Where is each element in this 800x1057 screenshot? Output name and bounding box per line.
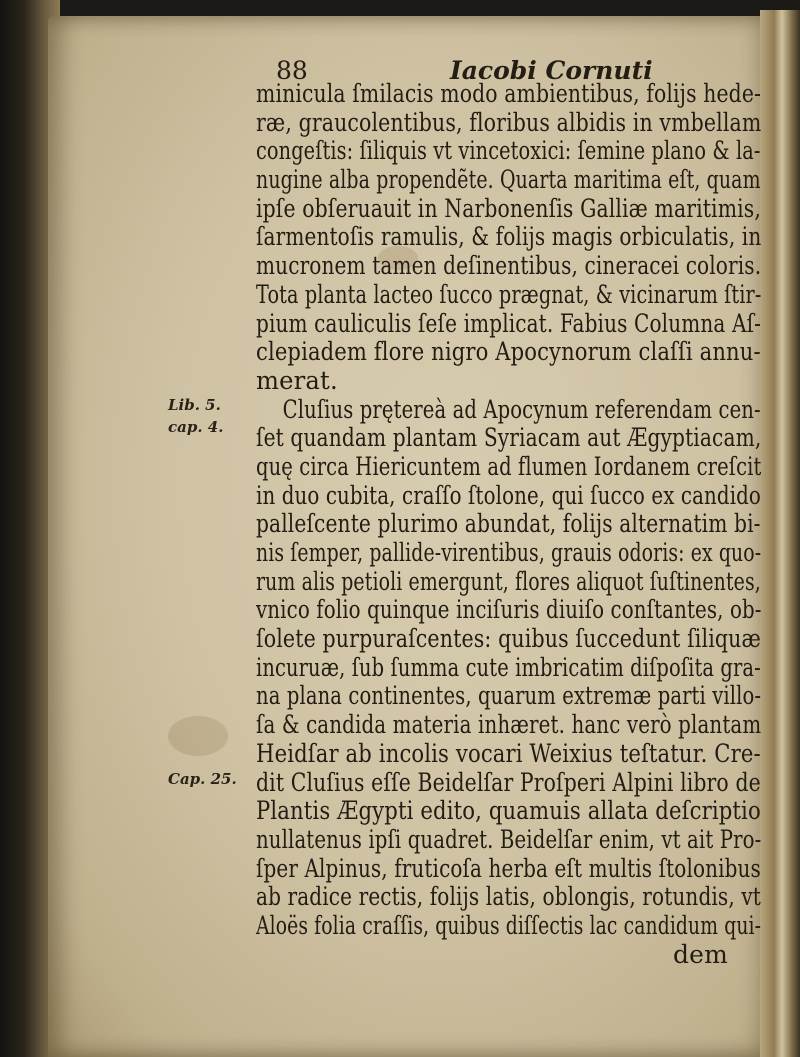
text-line: quę circa Hiericuntem ad flumen Iordanem creſcit: [256, 451, 762, 481]
text-line: palleſcente plurimo abundat, folijs alternatim bi-: [256, 509, 761, 539]
text-line: clepiadem flore nigro Apocynorum claſſi annu-: [256, 337, 761, 367]
text-line: ab radice rectis, folijs latis, oblongis, rotundis, vt: [256, 882, 761, 912]
text-line: nullatenus ipſi quadret. Beidelſar enim, vt ait Pro-: [256, 824, 762, 854]
text-line: incuruæ, ſub ſumma cute imbricatim diſpoſita gra-: [256, 652, 761, 682]
text-line: ſolete purpuraſcentes: quibus ſuccedunt ſiliquæ: [256, 624, 761, 654]
catchword: dem: [673, 939, 728, 969]
text-line: congeſtis: ſiliquis vt vincetoxici: ſemine plano & la-: [256, 136, 761, 166]
text-line: ſper Alpinus, fruticoſa herba eſt multis ſtolonibus: [256, 853, 761, 883]
text-line: Cluſius prętereà ad Apocynum referendam cen-: [282, 394, 761, 424]
text-line: vnico folio quinque inciſuris diuiſo conſtantes, ob-: [256, 595, 762, 625]
text-line: pium cauliculis ſeſe implicat. Fabius Columna Aſ-: [256, 308, 762, 338]
text-line: ræ, graucolentibus, floribus albidis in vmbellam: [256, 107, 762, 137]
text-line: rum alis petioli emergunt, flores aliquot ſuſtinentes,: [256, 566, 761, 596]
text-line: Aloës folia craſſis, quibus diſſectis lac candidum qui-: [256, 910, 762, 940]
margin-note-cap: cap. 4.: [168, 418, 224, 436]
text-line: na plana continentes, quarum extremæ parti villo-: [256, 681, 762, 711]
text-line: in duo cubita, craſſo ſtolone, qui ſucco ex candido: [256, 480, 761, 510]
text-line: ſa & candida materia inhæret. hanc verò plantam: [256, 710, 762, 740]
text-line: nugine alba propendẽte. Quarta maritima eſt, quam: [256, 165, 761, 195]
body-text: [256, 80, 776, 969]
text-line: Heidſar ab incolis vocari Weixius teſtatur. Cre-: [256, 738, 761, 768]
text-line: mucronem tamen deſinentibus, cineracei coloris.: [256, 251, 762, 281]
text-line: ipſe obſeruauit in Narbonenſis Galliæ maritimis,: [256, 193, 761, 223]
margin-note-cap-25: Cap. 25.: [168, 770, 237, 788]
running-head: Iacobi Cornuti: [450, 56, 653, 85]
text-line: ſarmentoſis ramulis, & folijs magis orbiculatis, in: [256, 222, 762, 252]
margin-note-lib: Lib. 5.: [168, 396, 221, 414]
text-line: ſet quandam plantam Syriacam aut Ægyptiacam,: [256, 423, 762, 453]
text-line: Tota planta lacteo ſucco prægnat, & vicinarum ſtir-: [256, 279, 762, 309]
text-line: nis ſemper, pallide-virentibus, grauis odoris: ex quo-: [256, 538, 762, 567]
paper-stain: [168, 716, 228, 756]
text-line: merat.: [256, 365, 338, 395]
text-line: minicula ſmilacis modo ambientibus, folijs hede-: [256, 79, 762, 108]
text-line: Plantis Ægypti edito, quamuis allata deſcriptio: [256, 796, 761, 826]
page-number: 88: [276, 56, 308, 85]
text-line: dit Cluſius eſſe Beidelſar Proſperi Alpini libro de: [256, 767, 761, 797]
